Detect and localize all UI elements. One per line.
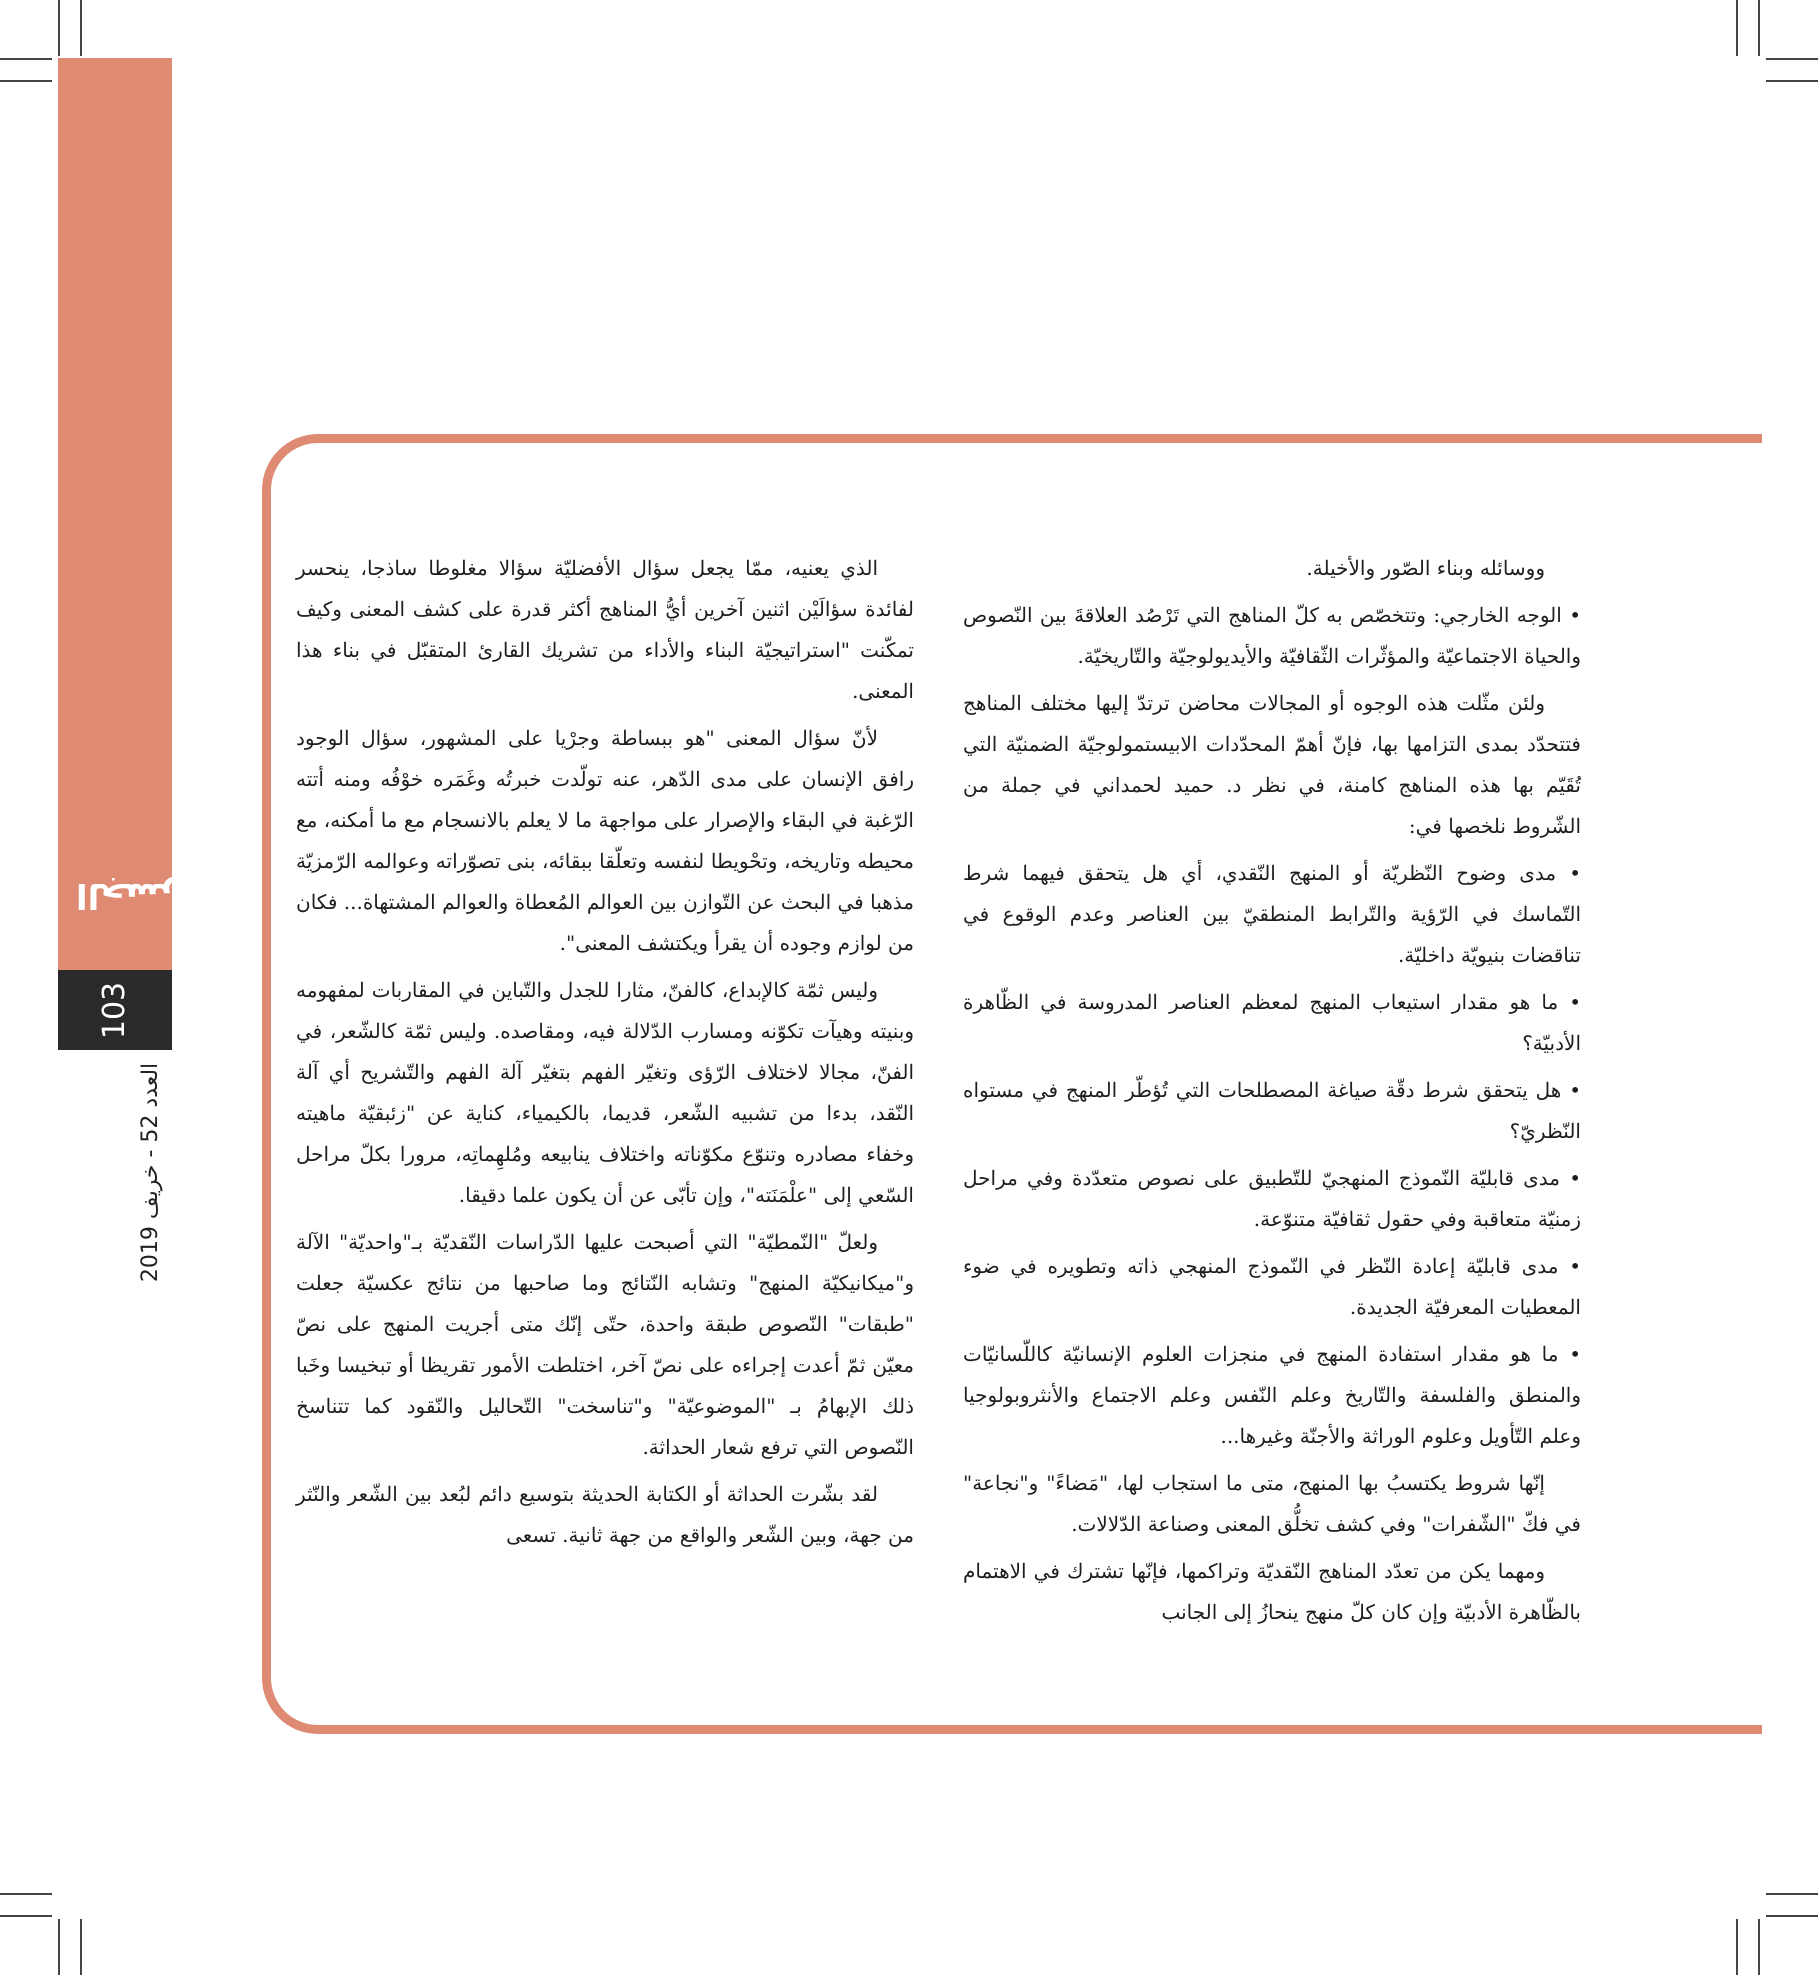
crop-mark bbox=[80, 0, 82, 56]
paragraph: لأنّ سؤال المعنى "هو ببساطة وجرْيا على المشهور، سؤال الوجود رافق الإنسان على مدى الدّهر، عنه تولّدت خبرتُه وغَمَره خوْفُه ومنه أتته الرّغبة في البقاء والإصرار على مواجهة ما لا يعلم بالانسجام مع ما أمكنه، مع محيطه وتاريخه، وتحْويطا لنفسه وتعلّقا ببقائه، بنى تصوّراته وعوالمه الرّمزيّة مذهبا في البحث عن التّوازن بين العوالم المُعطاة والعوالم المشتهاة... فكان من لوازم وجوده أن يقرأ ويكتشف المعنى". bbox=[296, 726, 914, 955]
crop-mark bbox=[1758, 1919, 1760, 1975]
crop-mark bbox=[0, 80, 52, 82]
paragraph: • مدى قابليّة إعادة النّظر في النّموذج المنهجي ذاته وتطويره في ضوء المعطيات المعرفيّة الجديدة. bbox=[963, 1254, 1581, 1319]
crop-mark bbox=[80, 1919, 82, 1975]
paragraph: إنّها شروط يكتسبُ بها المنهج، متى ما استجاب لها، "مَضاءً" و"نجاعة" في فكّ "الشّفرات" وفي كشف تخلُّق المعنى وصناعة الدّلالات. bbox=[963, 1471, 1581, 1536]
crop-mark bbox=[0, 1915, 52, 1917]
crop-mark bbox=[1766, 1915, 1818, 1917]
star-icon: ✱ bbox=[213, 881, 231, 905]
paragraph: لقد بشّرت الحداثة أو الكتابة الحديثة بتوسيع دائم لبُعد بين الشّعر والنّثر من جهة، وبين الشّعر والواقع من جهة ثانية. تسعى bbox=[296, 1482, 914, 1547]
crop-mark bbox=[1736, 1919, 1738, 1975]
paragraph: • مدى وضوح النّظريّة أو المنهج النّقدي، أي هل يتحقق فيهما شرط التّماسك في الرّؤية والتّرابط المنطقيّ بين العناصر وعدم الوقوع في تناقضات بنيويّة داخليّة. bbox=[963, 861, 1581, 967]
crop-mark bbox=[1736, 0, 1738, 56]
paragraph: ولئن مثّلت هذه الوجوه أو المجالات محاضن ترتدّ إليها مختلف المناهج فتتحدّد بمدى التزامها بها، فإنّ أهمّ المحدّدات الابيستمولوجيّة الضمنيّة التي تُقَيّم بها هذه المناهج كامنة، في نظر د. حميد لحمداني في جملة من الشّروط نلخصها في: bbox=[963, 691, 1581, 838]
paragraph: وليس ثمّة كالإبداع، كالفنّ، مثارا للجدل والتّباين في المقاربات لمفهومه وبنيته وهيآت تكوّنه ومسارب الدّلالة فيه، ومقاصده. وليس ثمّة كالشّعر، في الفنّ، مجالا لاختلاف الرّؤى وتغيّر الفهم بتغيّر آلة الفهم والتّشريح أي آلة النّقد، بدءا من تشبيه الشّعر، قديما، بالكيمياء، كناية عن "زئبقيّة ماهيته وخفاء مصادره وتنوّع مكوّناته واختلاف ينابيعه ومُلهِماتِه، مرورا بكلّ مراحل السّعي إلى "علْمَنَته"، وإن تأبّى عن أن يكون علما دقيقا. bbox=[296, 978, 914, 1207]
paragraph: • مدى قابليّة النّموذج المنهجيّ للتّطبيق على نصوص متعدّدة وفي مراحل زمنيّة متعاقبة وفي حقول ثقافيّة متنوّعة. bbox=[963, 1166, 1581, 1231]
crop-mark bbox=[1766, 80, 1818, 82]
crop-mark bbox=[1766, 58, 1818, 60]
right-column bbox=[963, 548, 1581, 1639]
crop-mark bbox=[0, 1893, 52, 1895]
paragraph: • ما هو مقدار استفادة المنهج في منجزات العلوم الإنسانيّة كاللّسانيّات والمنطق والفلسفة والتّاريخ وعلم النّفس وعلم الاجتماع والأنثروبولوجيا وعلم التّأويل وعلوم الوراثة والأجنّة وغيرها... bbox=[963, 1342, 1581, 1448]
crop-mark bbox=[0, 58, 52, 60]
crop-mark bbox=[58, 1919, 60, 1975]
paragraph: • الوجه الخارجي: وتتخصّص به كلّ المناهج التي تَرْصُد العلاقةَ بين النّصوص والحياة الاجتماعيّة والمؤثّرات الثّقافيّة والأيديولوجيّة والتّاريخيّة. bbox=[963, 603, 1581, 668]
left-column bbox=[296, 548, 914, 1562]
crop-mark bbox=[1758, 0, 1760, 56]
crop-mark bbox=[1766, 1893, 1818, 1895]
paragraph: ووسائله وبناء الصّور والأخيلة. bbox=[1306, 556, 1545, 580]
paragraph: ولعلّ "النّمطيّة" التي أصبحت عليها الدّراسات النّقديّة بـ"واحديّة" الآلة و"ميكانيكيّة المنهج" وتشابه النّتائج وما صاحبها من نتائج عكسيّة جعلت "طبقات" النّصوص طبقة واحدة، حتّى إنّك متى أجريت المنهج على نصّ معيّن ثمّ أعدت إجراءه على نصّ آخر، اختلطت الأمور تقريظا أو تبخيسا وخَبا ذلك الإبهامُ بـ "الموضوعيّة" و"تناسخت" التّحاليل والنّقود كما تتناسخ النّصوص التي ترفع شعار الحداثة. bbox=[296, 1230, 914, 1459]
magazine-logo: الجسرة ✱ bbox=[75, 875, 231, 915]
paragraph: • هل يتحقق شرط دقّة صياغة المصطلحات التي تُؤطّر المنهج في مستواه النّظريّ؟ bbox=[963, 1078, 1581, 1143]
crop-mark bbox=[58, 0, 60, 56]
article-body bbox=[296, 548, 1581, 1693]
paragraph: • ما هو مقدار استيعاب المنهج لمعظم العناصر المدروسة في الظّاهرة الأدبيّة؟ bbox=[963, 990, 1581, 1055]
issue-label: العدد 52 - خريف 2019 bbox=[138, 1062, 164, 1282]
paragraph: ومهما يكن من تعدّد المناهج النّقديّة وتراكمها، فإنّها تشترك في الاهتمام بالظّاهرة الأدبيّة وإن كان كلّ منهج ينحازُ إلى الجانب bbox=[963, 1559, 1581, 1624]
paragraph: الذي يعنيه، ممّا يجعل سؤال الأفضليّة سؤالا مغلوطا ساذجا، ينحسر لفائدة سؤالَيْن اثنين آخرين أيُّ المناهج أكثر قدرة على كشف المعنى وكيف تمكّنت "استراتيجيّة البناء والأداء من تشريك القارئ المتقبّل في بناء هذا المعنى. bbox=[296, 556, 914, 703]
page-number: 103 bbox=[97, 981, 133, 1039]
